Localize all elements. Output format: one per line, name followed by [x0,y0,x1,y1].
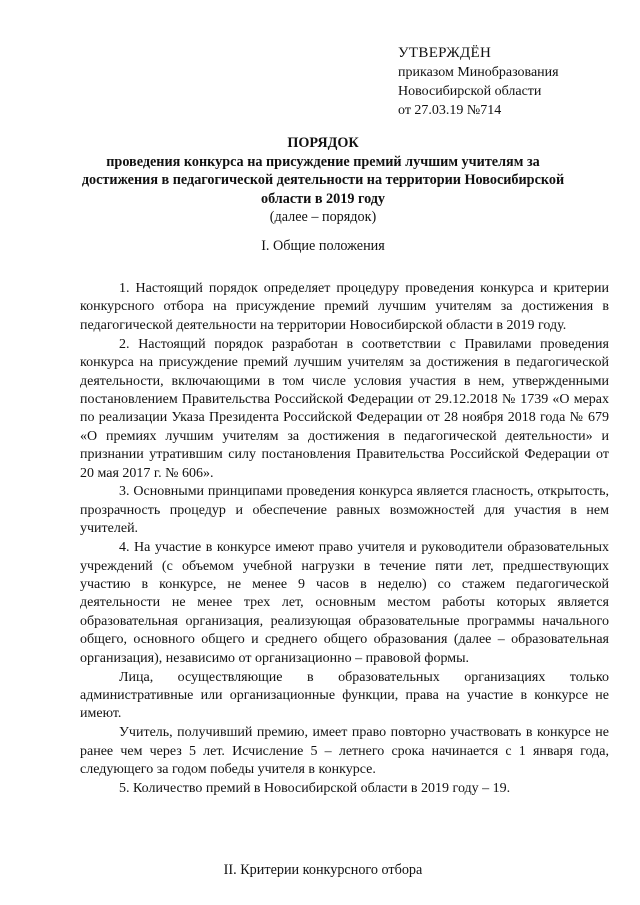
paragraph-4: 4. На участие в конкурсе имеют право учителя и руководители образовательных учреждений (с объемом учебной нагрузки в течение пяти лет, предшествующих участию в конкурсе, не менее 9 часов в неделю) со стажем педагогической деятельности не менее трех лет, основным местом работы которых является образовательная организация, реализующая образовательные программы начального общего, основного общего и среднего общего образования (далее – образовательная организация), независимо от организационно – правовой формы. [80,540,609,666]
paragraph-4-repeat: Учитель, получивший премию, имеет право повторно участвовать в конкурсе не ранее чем через 5 лет. Исчисление 5 – летнего срока начинается с 1 января года, следующего за годом победы учителя в конкурсе. [80,725,609,778]
document-title [80,134,566,227]
title-note: (далее – порядок) [269,209,377,225]
section-heading-general: I. Общие положения [261,238,385,254]
approval-date-line: от 27.03.19 №714 [398,103,502,118]
title-heading: ПОРЯДОК [287,135,359,151]
paragraph-2: 2. Настоящий порядок разработан в соответствии с Правилами проведения конкурса на присуждение премий лучшим учителям за достижения в педагогической деятельности, включающими в том числе условия участия в нем, утвержденными постановлением Правительства Российской Федерации от 29.12.2018 № 1739 «О мерах по реализации Указа Президента Российской Федерации от 28 ноября 2018 года № 679 «О премиях лучшим учителям за достижения в педагогической деятельности» и признании утратившим силу постановления Правительства Российской Федерации от 20 мая 2017 г. № 606». [80,336,609,481]
paragraph-4-persons: Лица, осуществляющие в образовательных организациях только административные или организационные функции, права на участие в конкурсе не имеют. [80,669,609,722]
approval-region-line: Новосибирской области [398,84,542,99]
title-subtitle: проведения конкурса на присуждение премий лучшим учителям за достижения в педагогической деятельности на территории Новосибирской области в 2019 году [81,153,565,207]
paragraph-5: 5. Количество премий в Новосибирской области в 2019 году – 19. [119,780,511,796]
approval-order-line: приказом Минобразования [398,65,559,80]
paragraph-3: 3. Основными принципами проведения конкурса является гласность, открытость, прозрачность процедур и обеспечение равных возможностей для участия в нем учителей. [80,484,609,537]
paragraph-1: 1. Настоящий порядок определяет процедуру проведения конкурса и критерии конкурсного отбора на присуждение премий лучшим учителям за достижения в педагогической деятельности на территории Новосибирской области в 2019 году. [80,281,609,333]
approval-title: УТВЕРЖДЁН [398,45,492,61]
approval-stamp [398,44,559,120]
document-body [80,280,609,798]
section-heading-criteria: II. Критерии конкурсного отбора [223,862,423,878]
